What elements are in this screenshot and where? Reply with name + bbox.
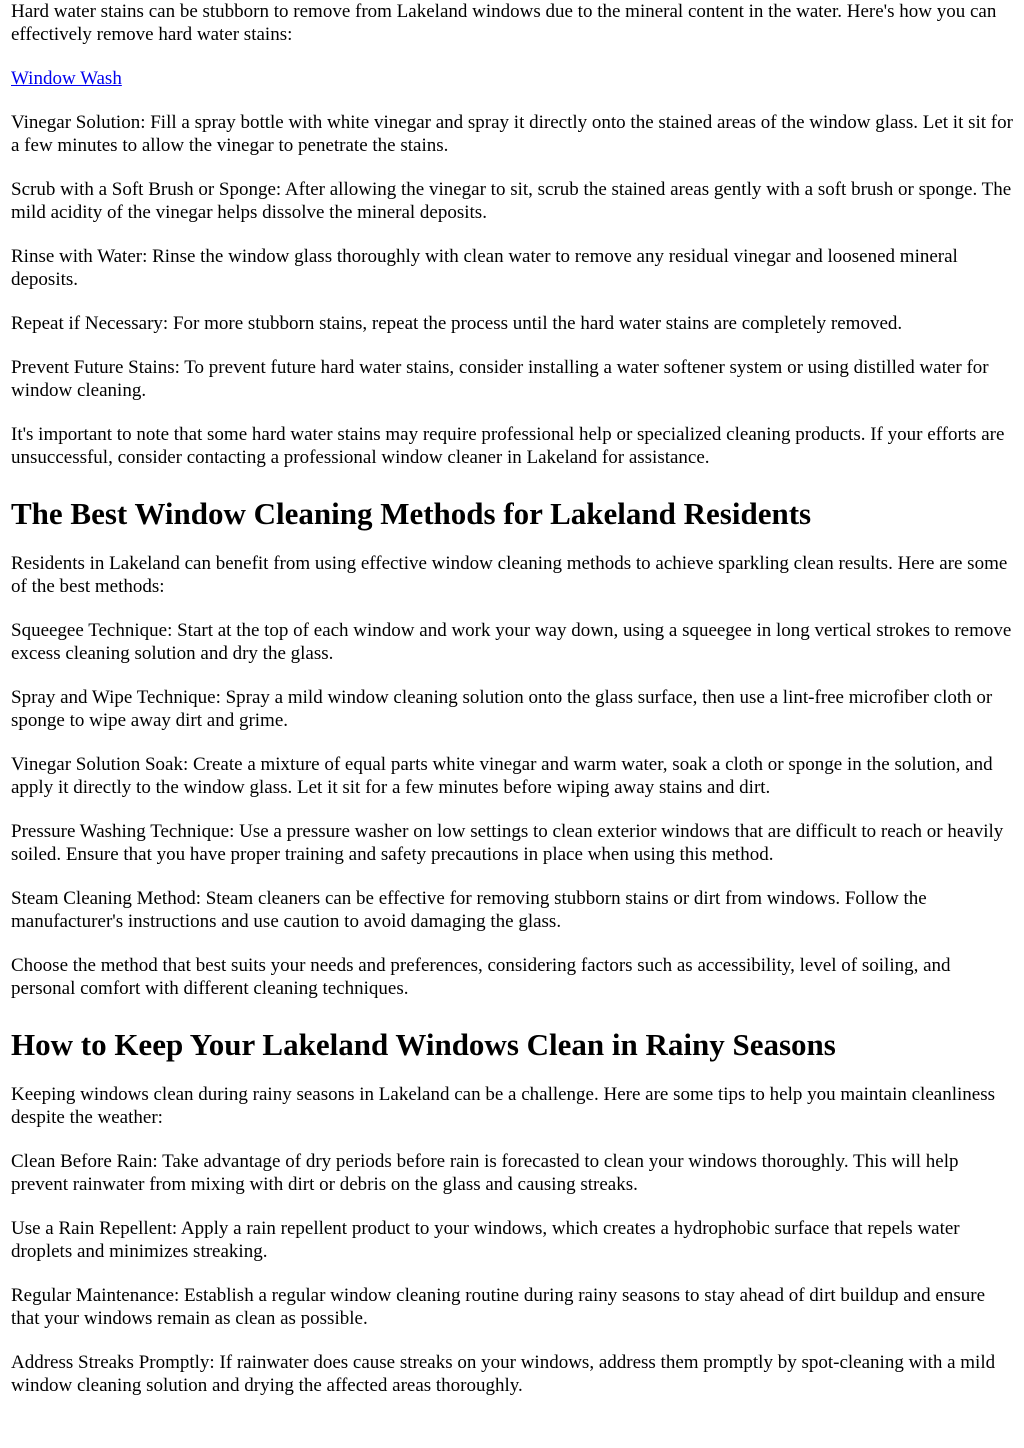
paragraph-prevent: Prevent Future Stains: To prevent future hard water stains, consider installing a water softener system or using distilled water for window cleaning. (11, 357, 989, 401)
paragraph-pressure-washing: Pressure Washing Technique: Use a pressure washer on low settings to clean exterior windows that are difficult to reach or heavily soiled. Ensure that you have proper training and safety precautions in place when using this method. (11, 821, 1004, 865)
section-heading-best-methods: The Best Window Cleaning Methods for Lakeland Residents (11, 496, 812, 531)
paragraph-clean-before-rain: Clean Before Rain: Take advantage of dry periods before rain is forecasted to clean your windows thoroughly. This will help prevent rainwater from mixing with dirt or debris on the glass and causing streaks. (11, 1151, 959, 1195)
intro-paragraph: Hard water stains can be stubborn to remove from Lakeland windows due to the mineral content in the water. Here's how you can effectively remove hard water stains: (11, 1, 997, 45)
link-paragraph (11, 67, 1014, 90)
paragraph-spray-wipe: Spray and Wipe Technique: Spray a mild window cleaning solution onto the glass surface, then use a lint-free microfiber cloth or sponge to wipe away dirt and grime. (11, 687, 993, 731)
paragraph-steam-cleaning: Steam Cleaning Method: Steam cleaners can be effective for removing stubborn stains or dirt from windows. Follow the manufacturer's instructions and use caution to avoid damaging the glass. (11, 888, 927, 932)
paragraph-methods-intro: Residents in Lakeland can benefit from using effective window cleaning methods to achieve sparkling clean results. Here are some of the best methods: (11, 553, 1008, 597)
paragraph-rinse: Rinse with Water: Rinse the window glass thoroughly with clean water to remove any residual vinegar and loosened mineral deposits. (11, 246, 958, 290)
paragraph-rainy-intro: Keeping windows clean during rainy seasons in Lakeland can be a challenge. Here are some tips to help you maintain cleanliness despite the weather: (11, 1084, 995, 1128)
paragraph-repeat: Repeat if Necessary: For more stubborn stains, repeat the process until the hard water stains are completely removed. (11, 313, 903, 334)
paragraph-regular-maintenance: Regular Maintenance: Establish a regular window cleaning routine during rainy seasons to stay ahead of dirt buildup and ensure that your windows remain as clean as possible. (11, 1285, 986, 1329)
paragraph-address-streaks: Address Streaks Promptly: If rainwater does cause streaks on your windows, address them promptly by spot-cleaning with a mild window cleaning solution and drying the affected areas thoroughly. (11, 1352, 996, 1396)
paragraph-vinegar-solution: Vinegar Solution: Fill a spray bottle with white vinegar and spray it directly onto the stained areas of the window glass. Let it sit for a few minutes to allow the vinegar to penetrate the stains. (11, 112, 1013, 156)
window-wash-link[interactable]: Window Wash (11, 68, 122, 89)
paragraph-rain-repellent: Use a Rain Repellent: Apply a rain repellent product to your windows, which creates a hydrophobic surface that repels water droplets and minimizes streaking. (11, 1218, 960, 1262)
paragraph-scrub: Scrub with a Soft Brush or Sponge: After allowing the vinegar to sit, scrub the stained areas gently with a soft brush or sponge. The mild acidity of the vinegar helps dissolve the mineral deposits. (11, 179, 1012, 223)
section-heading-rainy-seasons: How to Keep Your Lakeland Windows Clean in Rainy Seasons (11, 1027, 836, 1062)
paragraph-squeegee: Squeegee Technique: Start at the top of each window and work your way down, using a squeegee in long vertical strokes to remove excess cleaning solution and dry the glass. (11, 620, 1012, 664)
paragraph-vinegar-soak: Vinegar Solution Soak: Create a mixture of equal parts white vinegar and warm water, soak a cloth or sponge in the solution, and apply it directly to the window glass. Let it sit for a few minutes before wiping away stains and dirt. (11, 754, 993, 798)
paragraph-choose-method: Choose the method that best suits your needs and preferences, considering factors such as accessibility, level of soiling, and personal comfort with different cleaning techniques. (11, 955, 951, 999)
paragraph-professional-note: It's important to note that some hard water stains may require professional help or specialized cleaning products. If your efforts are unsuccessful, consider contacting a professional window cleaner in Lakeland for assistance. (11, 424, 1005, 468)
